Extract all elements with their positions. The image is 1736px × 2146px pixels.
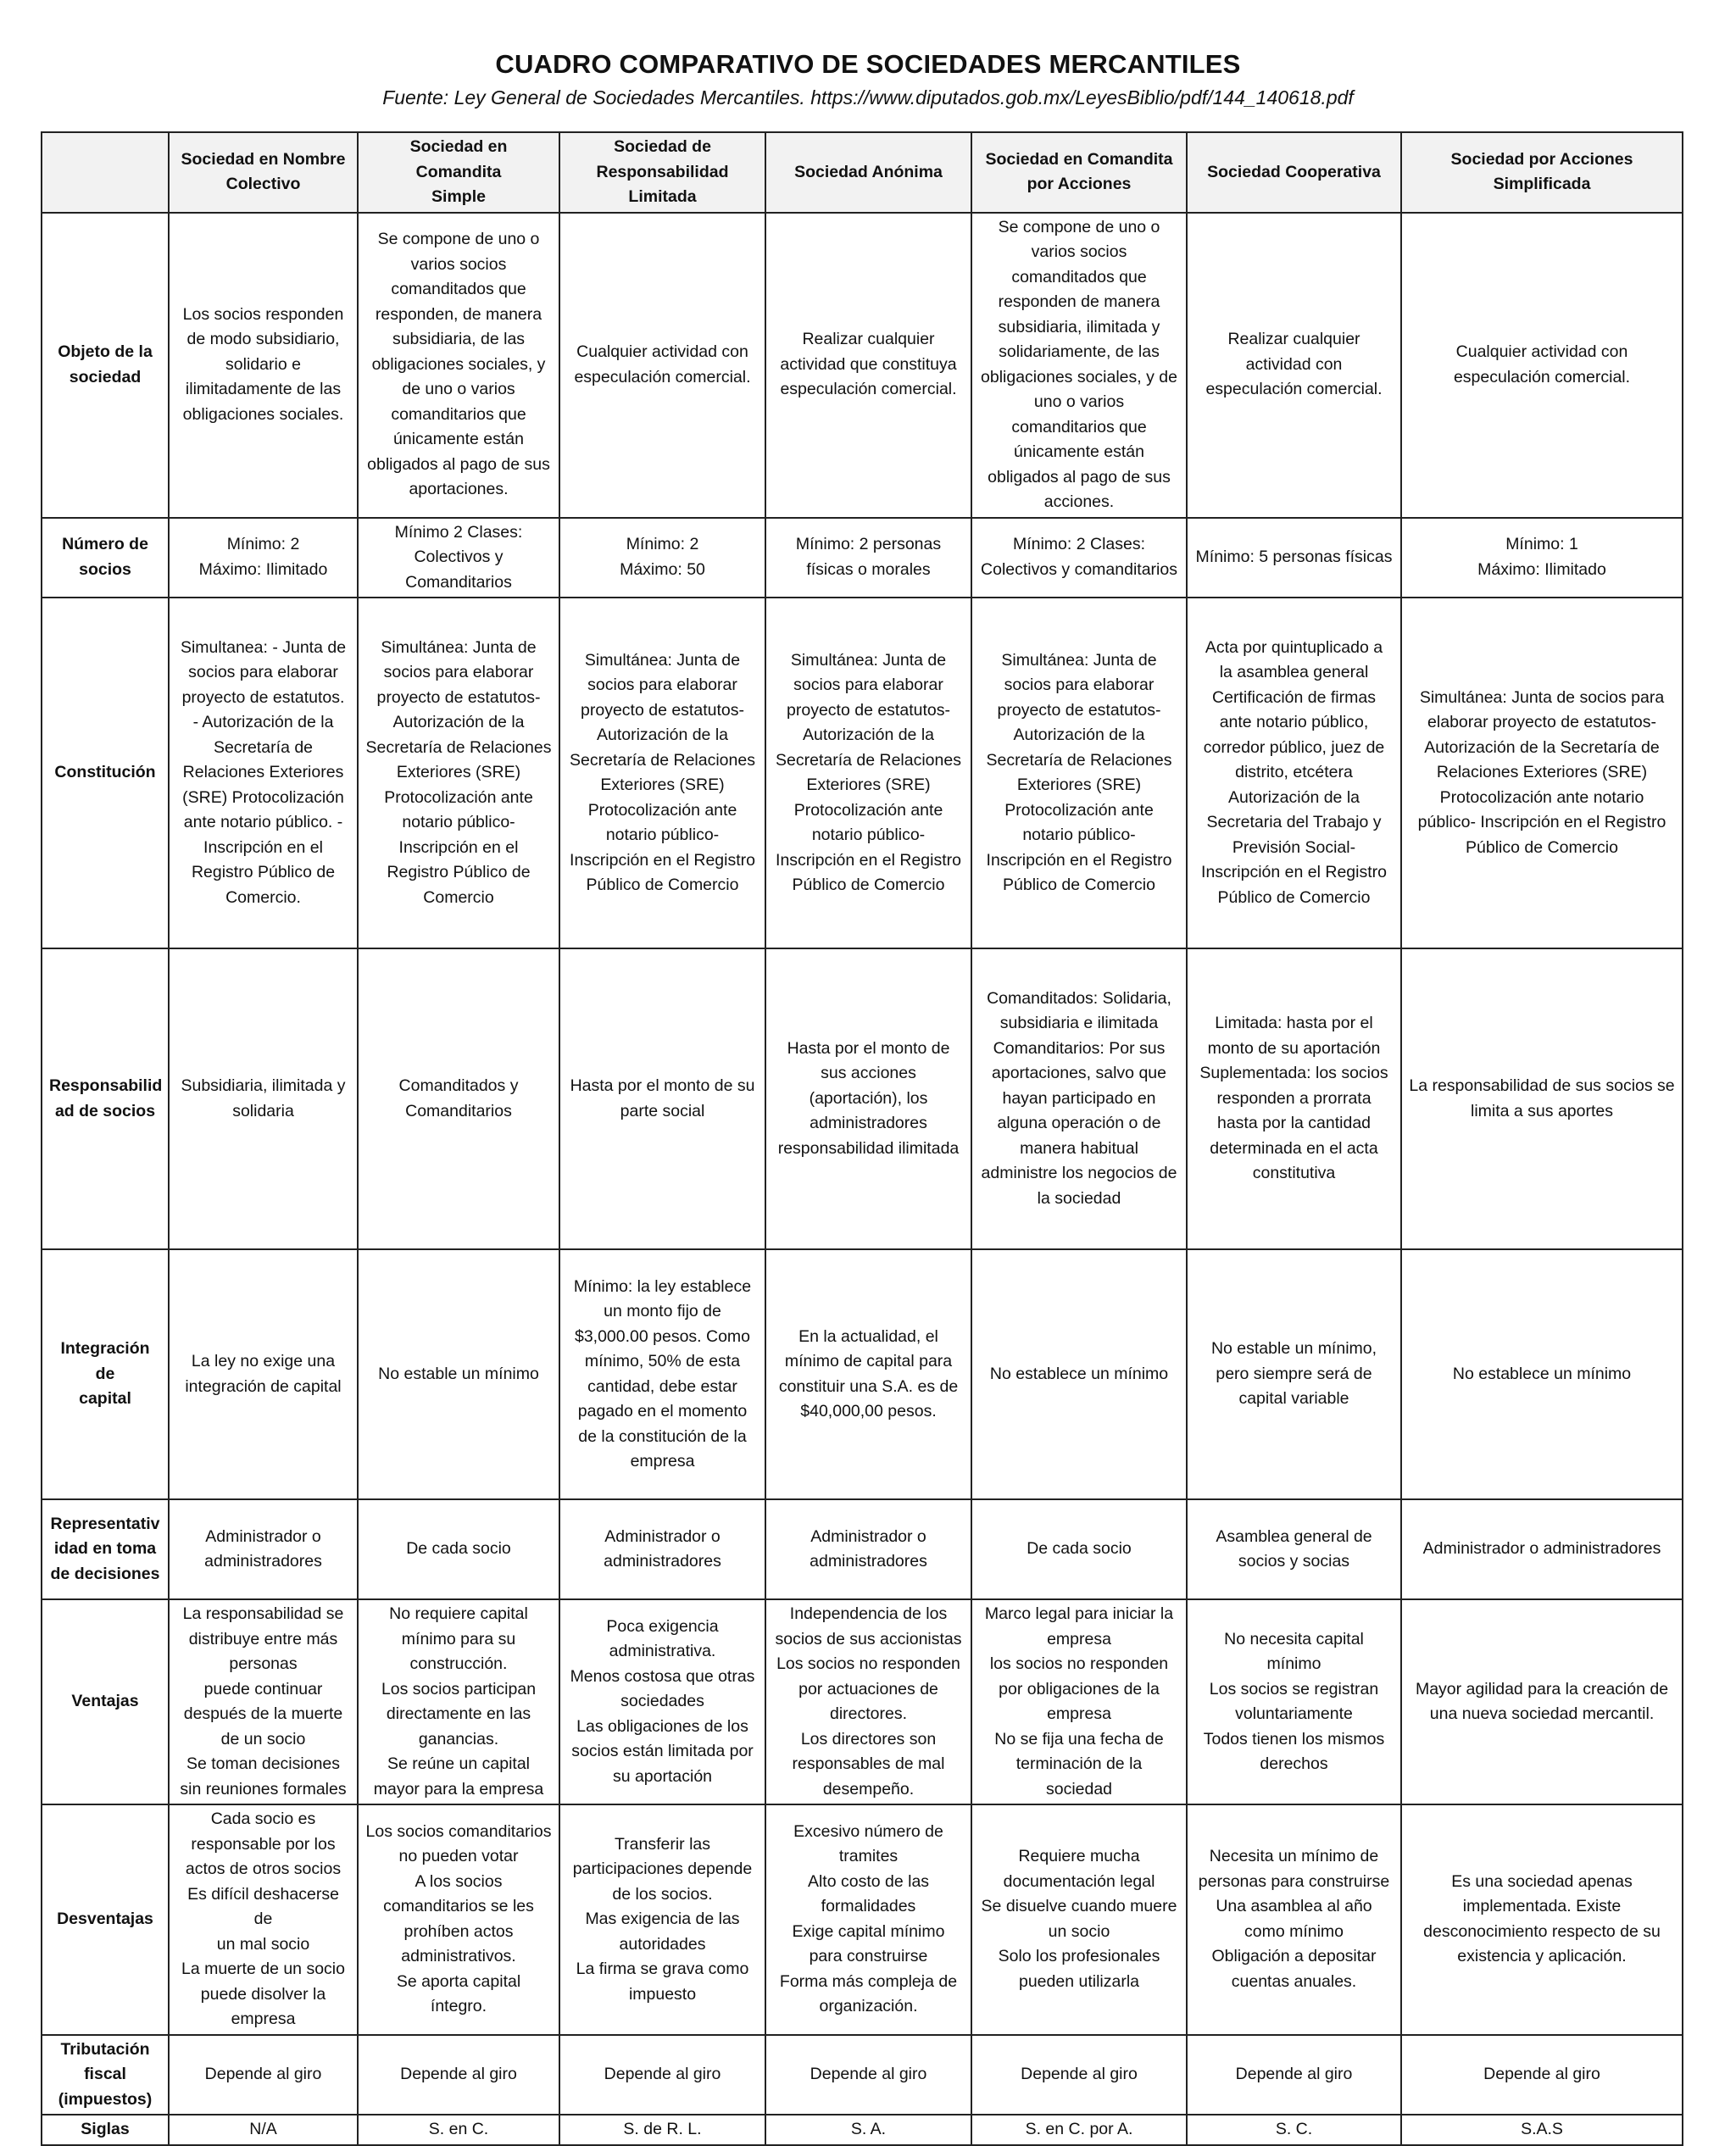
table-cell: Simultánea: Junta de socios para elaborar proyecto de estatutos- Autorización de la Secretaría de Relaciones Exteriores (SRE) Protocolización ante notario público- Inscripción en el Registro Público de Comercio bbox=[358, 598, 559, 948]
table-cell: Independencia de los socios de sus accionistas Los socios no responden por actuaciones de directores. Los directores son responsables de mal desempeño. bbox=[765, 1599, 971, 1804]
table-row bbox=[42, 1804, 1683, 2035]
table-header-row bbox=[42, 132, 1683, 213]
table-cell: Hasta por el monto de sus acciones (aportación), los administradores responsabilidad ilimitada bbox=[765, 948, 971, 1249]
table-cell: Mínimo 2 Clases: Colectivos y Comanditarios bbox=[358, 518, 559, 598]
table-cell: Mínimo: la ley establece un monto fijo de $3,000.00 pesos. Como mínimo, 50% de esta cantidad, debe estar pagado en el momento de la constitución de la empresa bbox=[559, 1249, 765, 1499]
row-header: Ventajas bbox=[42, 1599, 169, 1804]
table-cell: Simultanea: - Junta de socios para elaborar proyecto de estatutos. - Autorización de la Secretaría de Relaciones Exteriores (SRE) Protocolización ante notario público. - Inscripción en el Registro Público de Comercio. bbox=[169, 598, 358, 948]
table-cell: S. de R. L. bbox=[559, 2115, 765, 2145]
comparison-table bbox=[41, 131, 1683, 2146]
table-cell: Transferir las participaciones depende de los socios. Mas exigencia de las autoridades La firma se grava como impuesto bbox=[559, 1804, 765, 2035]
table-cell: N/A bbox=[169, 2115, 358, 2145]
table-cell: Marco legal para iniciar la empresa los socios no responden por obligaciones de la empresa No se fija una fecha de terminación de la sociedad bbox=[971, 1599, 1187, 1804]
row-header: Representativ idad en toma de decisiones bbox=[42, 1499, 169, 1599]
column-header: Sociedad de Responsabilidad Limitada bbox=[559, 132, 765, 213]
table-cell: Limitada: hasta por el monto de su aportación Suplementada: los socios responden a prorrata hasta por la cantidad determinada en el acta constitutiva bbox=[1187, 948, 1401, 1249]
table-cell: No estable un mínimo bbox=[358, 1249, 559, 1499]
table-cell: Administrador o administradores bbox=[765, 1499, 971, 1599]
table-cell: Subsidiaria, ilimitada y solidaria bbox=[169, 948, 358, 1249]
column-header: Sociedad Anónima bbox=[765, 132, 971, 213]
table-cell: Mínimo: 2 personas físicas o morales bbox=[765, 518, 971, 598]
column-header: Sociedad Cooperativa bbox=[1187, 132, 1401, 213]
page-title: CUADRO COMPARATIVO DE SOCIEDADES MERCANTILES bbox=[495, 49, 1241, 79]
row-header: Integración de capital bbox=[42, 1249, 169, 1499]
table-cell: Mínimo: 1 Máximo: Ilimitado bbox=[1401, 518, 1683, 598]
table-cell: La responsabilidad de sus socios se limita a sus aportes bbox=[1401, 948, 1683, 1249]
table-cell: Se compone de uno o varios socios comanditados que responden de manera subsidiaria, ilimitada y solidariamente, de las obligaciones sociales, y de uno o varios comanditarios que únicamente están obligados al pago de sus acciones. bbox=[971, 213, 1187, 518]
table-cell: Depende al giro bbox=[169, 2035, 358, 2115]
table-cell: Es una sociedad apenas implementada. Existe desconocimiento respecto de su existencia y aplicación. bbox=[1401, 1804, 1683, 2035]
table-cell: Comanditados y Comanditarios bbox=[358, 948, 559, 1249]
table-cell: Depende al giro bbox=[358, 2035, 559, 2115]
column-header: Sociedad en Comandita Simple bbox=[358, 132, 559, 213]
table-row bbox=[42, 598, 1683, 948]
table-cell: Administrador o administradores bbox=[169, 1499, 358, 1599]
row-header: Responsabilid ad de socios bbox=[42, 948, 169, 1249]
table-cell: S.A.S bbox=[1401, 2115, 1683, 2145]
table-cell: No estable un mínimo, pero siempre será de capital variable bbox=[1187, 1249, 1401, 1499]
table-row bbox=[42, 518, 1683, 598]
table-row bbox=[42, 213, 1683, 518]
table-cell: Realizar cualquier actividad que constituya especulación comercial. bbox=[765, 213, 971, 518]
table-cell: Excesivo número de tramites Alto costo de las formalidades Exige capital mínimo para construirse Forma más compleja de organización. bbox=[765, 1804, 971, 2035]
table-cell: Simultánea: Junta de socios para elaborar proyecto de estatutos- Autorización de la Secretaría de Relaciones Exteriores (SRE) Protocolización ante notario público- Inscripción en el Registro Público de Comercio bbox=[971, 598, 1187, 948]
table-cell: Necesita un mínimo de personas para construirse Una asamblea al año como mínimo Obligación a depositar cuentas anuales. bbox=[1187, 1804, 1401, 2035]
table-cell: Hasta por el monto de su parte social bbox=[559, 948, 765, 1249]
table-cell: Cualquier actividad con especulación comercial. bbox=[559, 213, 765, 518]
table-cell: S. A. bbox=[765, 2115, 971, 2145]
table-row bbox=[42, 2115, 1683, 2145]
table-cell: La responsabilidad se distribuye entre más personas puede continuar después de la muerte de un socio Se toman decisiones sin reuniones formales bbox=[169, 1599, 358, 1804]
table-cell: Depende al giro bbox=[971, 2035, 1187, 2115]
table-row bbox=[42, 1499, 1683, 1599]
table-cell: S. en C. bbox=[358, 2115, 559, 2145]
table-row bbox=[42, 1249, 1683, 1499]
table-cell: Mínimo: 2 Máximo: 50 bbox=[559, 518, 765, 598]
table-cell: No establece un mínimo bbox=[971, 1249, 1187, 1499]
table-cell: Acta por quintuplicado a la asamblea general Certificación de firmas ante notario público, corredor público, juez de distrito, etcétera Autorización de la Secretaria del Trabajo y Previsión Social- Inscripción en el Registro Público de Comercio bbox=[1187, 598, 1401, 948]
table-cell: Depende al giro bbox=[1187, 2035, 1401, 2115]
table-cell: Mayor agilidad para la creación de una nueva sociedad mercantil. bbox=[1401, 1599, 1683, 1804]
table-cell: Mínimo: 5 personas físicas bbox=[1187, 518, 1401, 598]
table-cell: Mínimo: 2 Clases: Colectivos y comanditarios bbox=[971, 518, 1187, 598]
row-header: Desventajas bbox=[42, 1804, 169, 2035]
table-cell: Simultánea: Junta de socios para elaborar proyecto de estatutos- Autorización de la Secretaría de Relaciones Exteriores (SRE) Protocolización ante notario público- Inscripción en el Registro Público de Comercio bbox=[765, 598, 971, 948]
row-header: Número de socios bbox=[42, 518, 169, 598]
table-cell: Depende al giro bbox=[1401, 2035, 1683, 2115]
table-cell: De cada socio bbox=[971, 1499, 1187, 1599]
table-row bbox=[42, 948, 1683, 1249]
row-header: Objeto de la sociedad bbox=[42, 213, 169, 518]
table-cell: En la actualidad, el mínimo de capital para constituir una S.A. es de $40,000,00 pesos. bbox=[765, 1249, 971, 1499]
table-cell: Administrador o administradores bbox=[559, 1499, 765, 1599]
table-cell: Depende al giro bbox=[559, 2035, 765, 2115]
table-cell: Cualquier actividad con especulación comercial. bbox=[1401, 213, 1683, 518]
row-header: Siglas bbox=[42, 2115, 169, 2145]
table-cell: S. C. bbox=[1187, 2115, 1401, 2145]
table-cell: Se compone de uno o varios socios comanditados que responden, de manera subsidiaria, de las obligaciones sociales, y de uno o varios comanditarios que únicamente están obligados al pago de sus aportaciones. bbox=[358, 213, 559, 518]
column-header: Sociedad en Comandita por Acciones bbox=[971, 132, 1187, 213]
table-cell: Cada socio es responsable por los actos de otros socios Es difícil deshacerse de un mal socio La muerte de un socio puede disolver la empresa bbox=[169, 1804, 358, 2035]
table-cell: Administrador o administradores bbox=[1401, 1499, 1683, 1599]
row-header: Tributación fiscal (impuestos) bbox=[42, 2035, 169, 2115]
table-cell: De cada socio bbox=[358, 1499, 559, 1599]
table-cell: La ley no exige una integración de capital bbox=[169, 1249, 358, 1499]
column-header: Sociedad en Nombre Colectivo bbox=[169, 132, 358, 213]
table-cell: Requiere mucha documentación legal Se disuelve cuando muere un socio Solo los profesionales pueden utilizarla bbox=[971, 1804, 1187, 2035]
table-cell: No necesita capital mínimo Los socios se registran voluntariamente Todos tienen los mismos derechos bbox=[1187, 1599, 1401, 1804]
table-cell: Los socios responden de modo subsidiario, solidario e ilimitadamente de las obligaciones sociales. bbox=[169, 213, 358, 518]
table-cell: S. en C. por A. bbox=[971, 2115, 1187, 2145]
table-cell: No establece un mínimo bbox=[1401, 1249, 1683, 1499]
table-row bbox=[42, 1599, 1683, 1804]
column-header: Sociedad por Acciones Simplificada bbox=[1401, 132, 1683, 213]
table-cell: Simultánea: Junta de socios para elaborar proyecto de estatutos- Autorización de la Secretaría de Relaciones Exteriores (SRE) Protocolización ante notario público- Inscripción en el Registro Público de Comercio bbox=[1401, 598, 1683, 948]
table-cell: Los socios comanditarios no pueden votar A los socios comanditarios se les prohíben actos administrativos. Se aporta capital íntegro. bbox=[358, 1804, 559, 2035]
table-cell: Asamblea general de socios y socias bbox=[1187, 1499, 1401, 1599]
table-row bbox=[42, 2035, 1683, 2115]
table-cell: Comanditados: Solidaria, subsidiaria e ilimitada Comanditarios: Por sus aportaciones, salvo que hayan participado en alguna operación o de manera habitual administre los negocios de la sociedad bbox=[971, 948, 1187, 1249]
corner-cell bbox=[42, 132, 169, 213]
table-cell: Depende al giro bbox=[765, 2035, 971, 2115]
table-cell: No requiere capital mínimo para su construcción. Los socios participan directamente en las ganancias. Se reúne un capital mayor para la empresa bbox=[358, 1599, 559, 1804]
table-cell: Simultánea: Junta de socios para elaborar proyecto de estatutos- Autorización de la Secretaría de Relaciones Exteriores (SRE) Protocolización ante notario público- Inscripción en el Registro Público de Comercio bbox=[559, 598, 765, 948]
table-cell: Poca exigencia administrativa. Menos costosa que otras sociedades Las obligaciones de los socios están limitada por su aportación bbox=[559, 1599, 765, 1804]
row-header: Constitución bbox=[42, 598, 169, 948]
source-subtitle: Fuente: Ley General de Sociedades Mercantiles. https://www.diputados.gob.mx/LeyesBiblio/pdf/144_140618.pdf bbox=[382, 86, 1354, 108]
table-cell: Realizar cualquier actividad con especulación comercial. bbox=[1187, 213, 1401, 518]
table-cell: Mínimo: 2 Máximo: Ilimitado bbox=[169, 518, 358, 598]
